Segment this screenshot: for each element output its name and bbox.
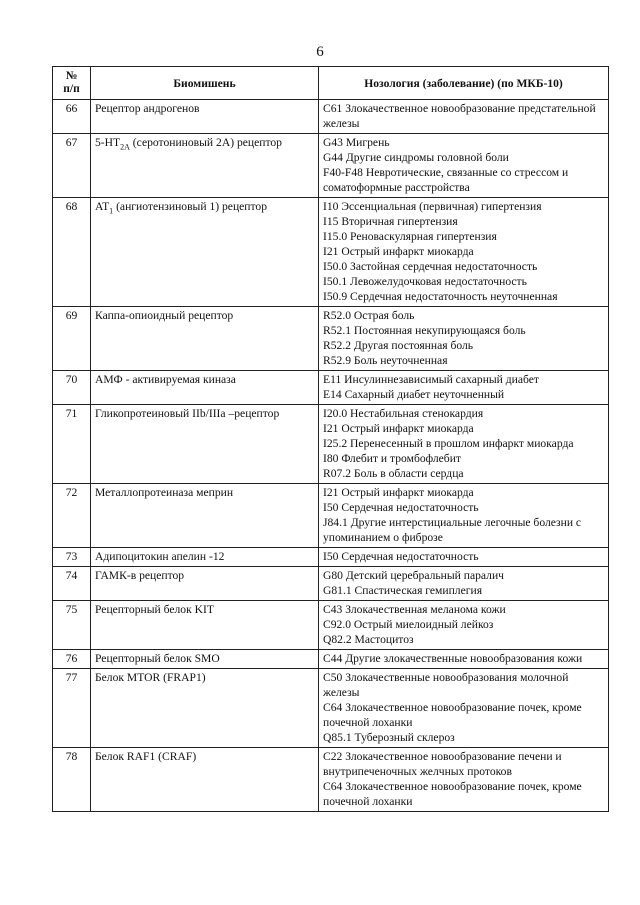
page-number: 6 xyxy=(316,44,324,60)
row-diseases xyxy=(319,669,609,748)
disease-item: I21 Острый инфаркт миокарда xyxy=(323,245,474,258)
row-number: 73 xyxy=(53,548,91,567)
disease-item: C22 Злокачественное новообразование печени и внутрипеченочных желчных протоков xyxy=(323,750,562,778)
disease-item: Q85.1 Туберозный склероз xyxy=(323,731,455,744)
disease-item: R07.2 Боль в области сердца xyxy=(323,467,464,480)
disease-item: C50 Злокачественные новообразования молочной железы xyxy=(323,671,569,699)
disease-item: I21 Острый инфаркт миокарда xyxy=(323,422,474,435)
row-number: 66 xyxy=(53,100,91,134)
disease-item: I50 Сердечная недостаточность xyxy=(323,501,479,514)
row-diseases xyxy=(319,198,609,307)
table-row xyxy=(53,307,609,371)
row-diseases xyxy=(319,100,609,134)
table-row xyxy=(53,484,609,548)
row-target: Гликопротеиновый IIb/IIIa –рецептор xyxy=(91,405,319,484)
row-target xyxy=(91,134,319,198)
row-target: ГАМК-в рецептор xyxy=(91,567,319,601)
disease-item: R52.2 Другая постоянная боль xyxy=(323,339,474,352)
disease-item: I21 Острый инфаркт миокарда xyxy=(323,486,474,499)
row-target: Белок MTOR (FRAP1) xyxy=(91,669,319,748)
table-header-row xyxy=(53,67,609,100)
row-number: 69 xyxy=(53,307,91,371)
row-number: 71 xyxy=(53,405,91,484)
disease-item: I50.0 Застойная сердечная недостаточность xyxy=(323,260,538,273)
row-target xyxy=(91,198,319,307)
row-number: 78 xyxy=(53,748,91,812)
disease-item: I15 Вторичная гипертензия xyxy=(323,215,458,228)
disease-item: R52.0 Острая боль xyxy=(323,309,415,322)
table-row xyxy=(53,371,609,405)
disease-item: E14 Сахарный диабет неуточненный xyxy=(323,388,505,401)
table-row xyxy=(53,669,609,748)
disease-item: C64 Злокачественное новообразование почек, кроме почечной лоханки xyxy=(323,780,582,808)
row-number: 77 xyxy=(53,669,91,748)
table-row xyxy=(53,198,609,307)
disease-item: R52.9 Боль неуточненная xyxy=(323,354,448,367)
disease-item: C92.0 Острый миелоидный лейкоз xyxy=(323,618,494,631)
header-number-line1: № xyxy=(65,70,78,82)
row-diseases xyxy=(319,405,609,484)
row-diseases xyxy=(319,134,609,198)
disease-item: Q82.2 Мастоцитоз xyxy=(323,633,414,646)
target-name-part: AT xyxy=(95,200,110,213)
disease-item: R52.1 Постоянная некупирующаяся боль xyxy=(323,324,526,337)
disease-item: I15.0 Реноваскулярная гипертензия xyxy=(323,230,497,243)
disease-item: I50.1 Левожелудочковая недостаточность xyxy=(323,275,527,288)
biotarget-table xyxy=(52,66,609,812)
row-diseases xyxy=(319,484,609,548)
disease-item: I25.2 Перенесенный в прошлом инфаркт миокарда xyxy=(323,437,574,450)
table-row xyxy=(53,548,609,567)
disease-item: I50 Сердечная недостаточность xyxy=(323,550,479,563)
disease-item: C64 Злокачественное новообразование почек, кроме почечной лоханки xyxy=(323,701,582,729)
row-target: АМФ - активируемая киназа xyxy=(91,371,319,405)
target-name-part: (ангиотензиновый 1) рецептор xyxy=(113,200,268,213)
row-diseases xyxy=(319,650,609,669)
row-number: 70 xyxy=(53,371,91,405)
row-diseases xyxy=(319,548,609,567)
table-row xyxy=(53,650,609,669)
row-target: Рецепторный белок SMO xyxy=(91,650,319,669)
table-row xyxy=(53,567,609,601)
row-diseases xyxy=(319,748,609,812)
disease-item: F40-F48 Невротические, связанные со стрессом и соматоформные расстройства xyxy=(323,166,569,194)
row-diseases xyxy=(319,371,609,405)
row-target: Рецепторный белок KIT xyxy=(91,601,319,650)
disease-item: E11 Инсулиннезависимый сахарный диабет xyxy=(323,373,539,386)
table-row xyxy=(53,748,609,812)
row-number: 67 xyxy=(53,134,91,198)
header-number xyxy=(53,67,91,100)
row-diseases xyxy=(319,307,609,371)
disease-item: G80 Детский церебральный паралич xyxy=(323,569,504,582)
row-target: Рецептор андрогенов xyxy=(91,100,319,134)
row-number: 68 xyxy=(53,198,91,307)
disease-item: C44 Другие злокачественные новообразования кожи xyxy=(323,652,583,665)
disease-item: G44 Другие синдромы головной боли xyxy=(323,151,509,164)
target-name-part: 5-HT xyxy=(95,136,121,149)
disease-item: G81.1 Спастическая гемиплегия xyxy=(323,584,483,597)
header-number-line2: п/п xyxy=(63,83,80,95)
target-subscript: 2A xyxy=(120,142,130,152)
table-row xyxy=(53,134,609,198)
row-diseases xyxy=(319,601,609,650)
row-target: Металлопротеиназа меприн xyxy=(91,484,319,548)
disease-item: I10 Эссенциальная (первичная) гипертензия xyxy=(323,200,542,213)
disease-item: C43 Злокачественная меланома кожи xyxy=(323,603,506,616)
table-row xyxy=(53,405,609,484)
row-target: Белок RAF1 (CRAF) xyxy=(91,748,319,812)
row-target: Каппа-опиоидный рецептор xyxy=(91,307,319,371)
row-diseases xyxy=(319,567,609,601)
disease-item: I50.9 Сердечная недостаточность неуточненная xyxy=(323,290,558,303)
row-number: 75 xyxy=(53,601,91,650)
header-target: Биомишень xyxy=(91,67,319,100)
target-subscript: 1 xyxy=(109,206,114,216)
row-number: 72 xyxy=(53,484,91,548)
row-target: Адипоцитокин апелин -12 xyxy=(91,548,319,567)
header-nosology: Нозология (заболевание) (по МКБ-10) xyxy=(319,67,609,100)
target-name-part: (серотониновый 2А) рецептор xyxy=(129,136,282,149)
disease-item: I80 Флебит и тромбофлебит xyxy=(323,452,461,465)
disease-item: J84.1 Другие интерстициальные легочные болезни с упоминанием о фиброзе xyxy=(323,516,582,544)
table-row xyxy=(53,601,609,650)
disease-item: C61 Злокачественное новообразование предстательной железы xyxy=(323,102,596,130)
row-number: 76 xyxy=(53,650,91,669)
disease-item: I20.0 Нестабильная стенокардия xyxy=(323,407,484,420)
row-number: 74 xyxy=(53,567,91,601)
table-row xyxy=(53,100,609,134)
disease-item: G43 Мигрень xyxy=(323,136,390,149)
